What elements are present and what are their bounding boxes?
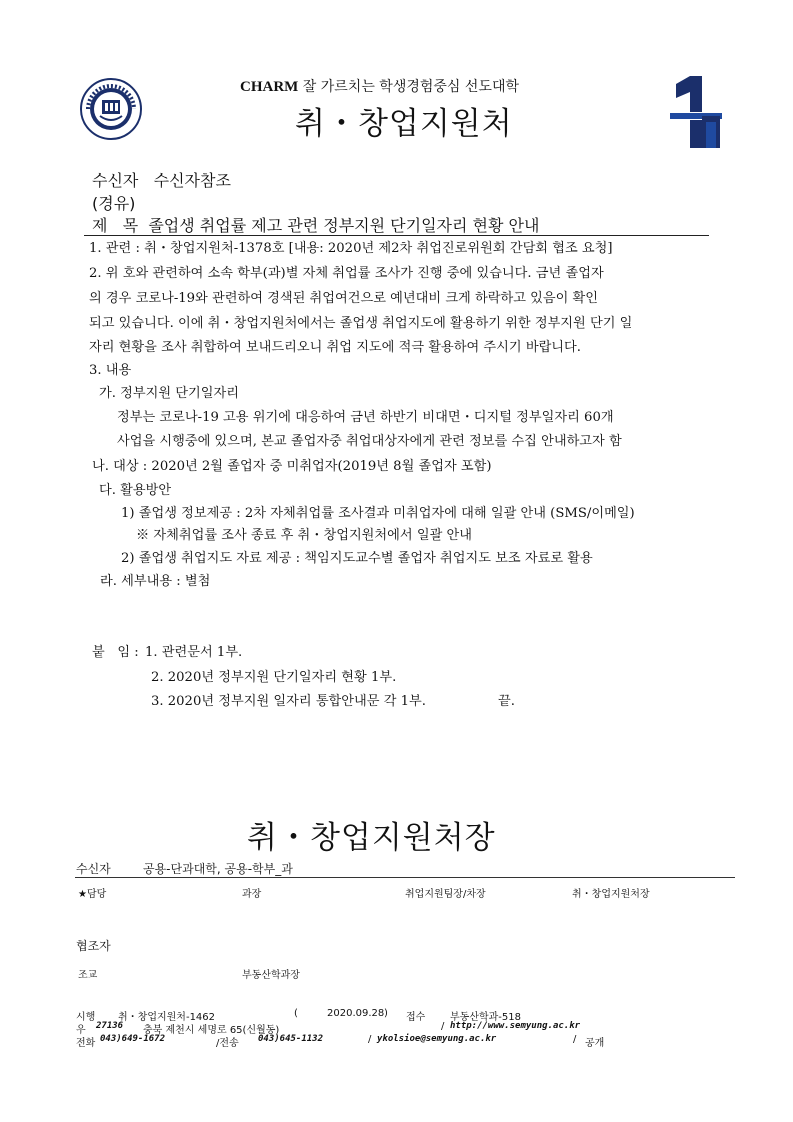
execution-row bbox=[76, 1008, 736, 1023]
subject-divider bbox=[84, 235, 709, 236]
exec-date-close: ) bbox=[384, 1008, 388, 1019]
org-title: 취・창업지원처 bbox=[295, 106, 513, 142]
cooperator-label: 협조자 bbox=[76, 939, 111, 953]
zip-label: 우 bbox=[76, 1025, 86, 1036]
fax-label: /전송 bbox=[216, 1038, 239, 1049]
slogan bbox=[240, 76, 519, 96]
body-paragraph-2-line-2: 의 경우 코로나-19와 관련하여 경색된 취업여건으로 예년대비 크게 하락하고 있음이 확인 bbox=[89, 291, 599, 306]
attachments-label: 붙 임 : bbox=[92, 645, 139, 660]
subject-value: 졸업생 취업률 제고 관련 정부지원 단기일자리 현황 안내 bbox=[148, 216, 540, 235]
section-da-item-1: 1) 졸업생 정보제공 : 2차 자체취업률 조사결과 미취업자에 대해 일괄 안내 (SMS/이메일) bbox=[121, 506, 635, 521]
section-ga: 가. 정부지원 단기일자리 bbox=[99, 386, 239, 401]
end-mark: 끝. bbox=[498, 694, 515, 709]
signer-title: 취・창업지원처장 bbox=[247, 820, 496, 856]
website-link[interactable]: http://www.semyung.ac.kr bbox=[450, 1021, 581, 1031]
exec-number: 취・창업지원처-1462 bbox=[118, 1012, 216, 1023]
approval-drafter: ★담당 bbox=[78, 889, 107, 900]
recipient-label: 수신자 bbox=[92, 171, 139, 190]
exec-date: 2020.09.28 bbox=[327, 1008, 385, 1019]
subject-label: 제 목 bbox=[92, 216, 139, 235]
approval-deputy: 취업지원팀장/차장 bbox=[405, 889, 486, 900]
exec-date-open: ( bbox=[294, 1008, 298, 1019]
attachment-item: 2. 2020년 정부지원 단기일자리 현황 1부. bbox=[151, 670, 397, 685]
recipient-value: 수신자참조 bbox=[153, 171, 231, 190]
public-status: 공개 bbox=[585, 1038, 605, 1049]
body-paragraph-2-line-3: 되고 있습니다. 이에 취・창업지원처에서는 졸업생 취업지도에 활용하기 위한 정부지원 단기 일 bbox=[89, 316, 633, 331]
cooperator-dept: 부동산학과장 bbox=[242, 970, 300, 981]
slogan-brand: CHARM bbox=[240, 79, 299, 95]
via-row: (경유) bbox=[92, 194, 136, 213]
body-paragraph-2-line-4: 자리 현황을 조사 취합하여 보내드리오니 취업 지도에 적극 활용하여 주시기 바랍니다. bbox=[89, 340, 581, 355]
section-ra: 라. 세부내용 : 별첨 bbox=[100, 574, 211, 589]
distribution-divider bbox=[75, 877, 735, 878]
body-paragraph-3: 3. 내용 bbox=[89, 363, 132, 378]
attachment-item: 1. 관련문서 1부. bbox=[145, 645, 243, 660]
section-ga-line-2: 사업을 시행중에 있으며, 본교 졸업자중 취업대상자에게 관련 정보를 수집 안내하고자 함 bbox=[117, 434, 622, 449]
contact-row bbox=[76, 1034, 736, 1049]
distribution-value: 공용-단과대학, 공용-학부_과 bbox=[143, 862, 293, 876]
receipt-number: 부동산학과-518 bbox=[450, 1012, 521, 1023]
public-separator: / bbox=[573, 1034, 577, 1045]
body-paragraph-2-line-1: 2. 위 호와 관련하여 소속 학부(과)별 자체 취업률 조사가 진행 중에 있습니다. 금년 졸업자 bbox=[89, 266, 604, 281]
cooperator-assistant: 조교 bbox=[78, 970, 98, 981]
receipt-label: 접수 bbox=[406, 1012, 426, 1023]
section-da: 다. 활용방안 bbox=[99, 483, 172, 498]
approval-team-lead: 과장 bbox=[242, 889, 262, 900]
section-na: 나. 대상 : 2020년 2월 졸업자 중 미취업자(2019년 8월 졸업자 포함) bbox=[92, 459, 492, 474]
body-paragraph-1: 1. 관련 : 취・창업지원처-1378호 [내용: 2020년 제2차 취업진로위원회 간담회 협조 요청] bbox=[89, 241, 613, 256]
section-da-note: ※ 자체취업률 조사 종료 후 취・창업지원처에서 일괄 안내 bbox=[136, 528, 472, 543]
recipient-row bbox=[92, 168, 231, 191]
exec-label: 시행 bbox=[76, 1012, 96, 1023]
approval-director: 취・창업지원처장 bbox=[572, 889, 650, 900]
slogan-text: 잘 가르치는 학생경험중심 선도대학 bbox=[298, 79, 519, 95]
phone-label: 전화 bbox=[76, 1038, 96, 1049]
linc-plus-logo bbox=[668, 76, 724, 148]
address: 충북 제천시 세명로 65(신월동) bbox=[143, 1025, 280, 1036]
section-da-item-2: 2) 졸업생 취업지도 자료 제공 : 책임지도교수별 졸업자 취업지도 보조 자료로 활용 bbox=[121, 551, 593, 566]
address-row bbox=[76, 1021, 736, 1036]
fax-number: 043)645-1132 bbox=[258, 1034, 324, 1044]
section-ga-line-1: 정부는 코로나-19 고용 위기에 대응하여 금년 하반기 비대면・디지털 정부일자리 60개 bbox=[117, 410, 614, 425]
zip-code: 27136 bbox=[96, 1021, 124, 1031]
email-separator: / bbox=[368, 1034, 372, 1045]
email-link[interactable]: ykolsioe@semyung.ac.kr bbox=[377, 1034, 497, 1044]
distribution-label: 수신자 bbox=[76, 862, 111, 876]
university-seal-logo bbox=[80, 78, 142, 140]
phone-number: 043)649-1672 bbox=[100, 1034, 166, 1044]
url-separator: / bbox=[441, 1021, 445, 1032]
subject-row bbox=[92, 213, 539, 236]
attachment-item: 3. 2020년 정부지원 일자리 통합안내문 각 1부. bbox=[151, 694, 426, 709]
